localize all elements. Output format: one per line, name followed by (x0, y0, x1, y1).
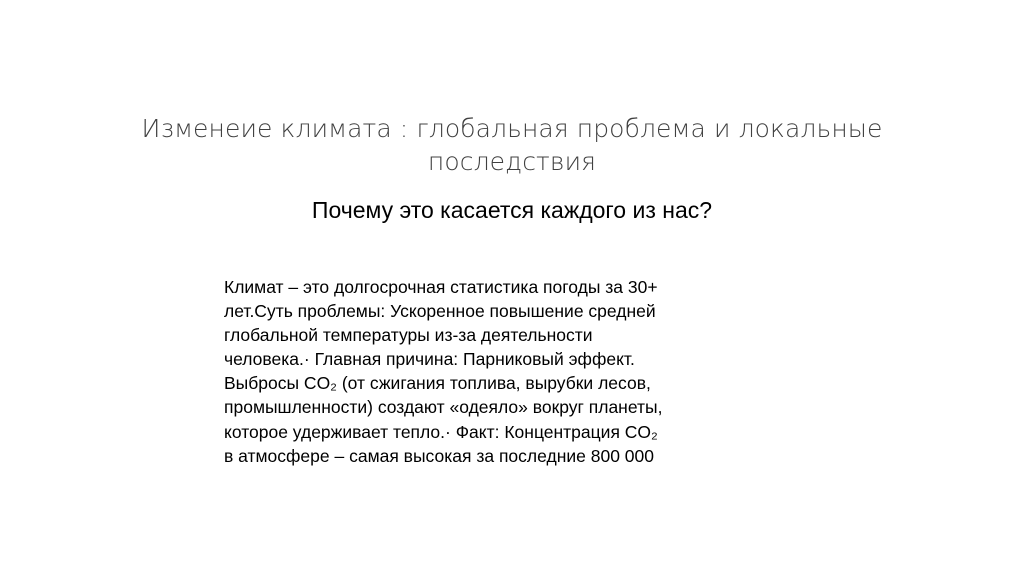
slide-title (130, 112, 894, 178)
body-line: человека.· Главная причина: Парниковый эффект. (224, 349, 635, 370)
body-line: промышленности) создают «одеяло» вокруг планеты, (224, 397, 663, 418)
body-line: в атмосфере – самая высокая за последние 800 000 (224, 445, 654, 466)
slide-title-line-2: последствия (427, 147, 597, 176)
body-line: глобальной температуры из-за деятельности (224, 325, 593, 346)
body-line: которое удерживает тепло.· Факт: Концентрация CO₂ (224, 421, 658, 442)
body-line: лет.Суть проблемы: Ускоренное повышение средней (224, 301, 656, 322)
slide-body-text (224, 275, 724, 468)
body-line: Климат – это долгосрочная статистика погоды за 30+ (224, 277, 658, 297)
body-line: Выбросы CO₂ (от сжигания топлива, вырубки лесов, (224, 373, 651, 394)
slide-subtitle: Почему это касается каждого из нас? (311, 197, 713, 223)
slide-title-line-1: Изменеие климата : глобальная проблема и локальные (141, 114, 883, 143)
